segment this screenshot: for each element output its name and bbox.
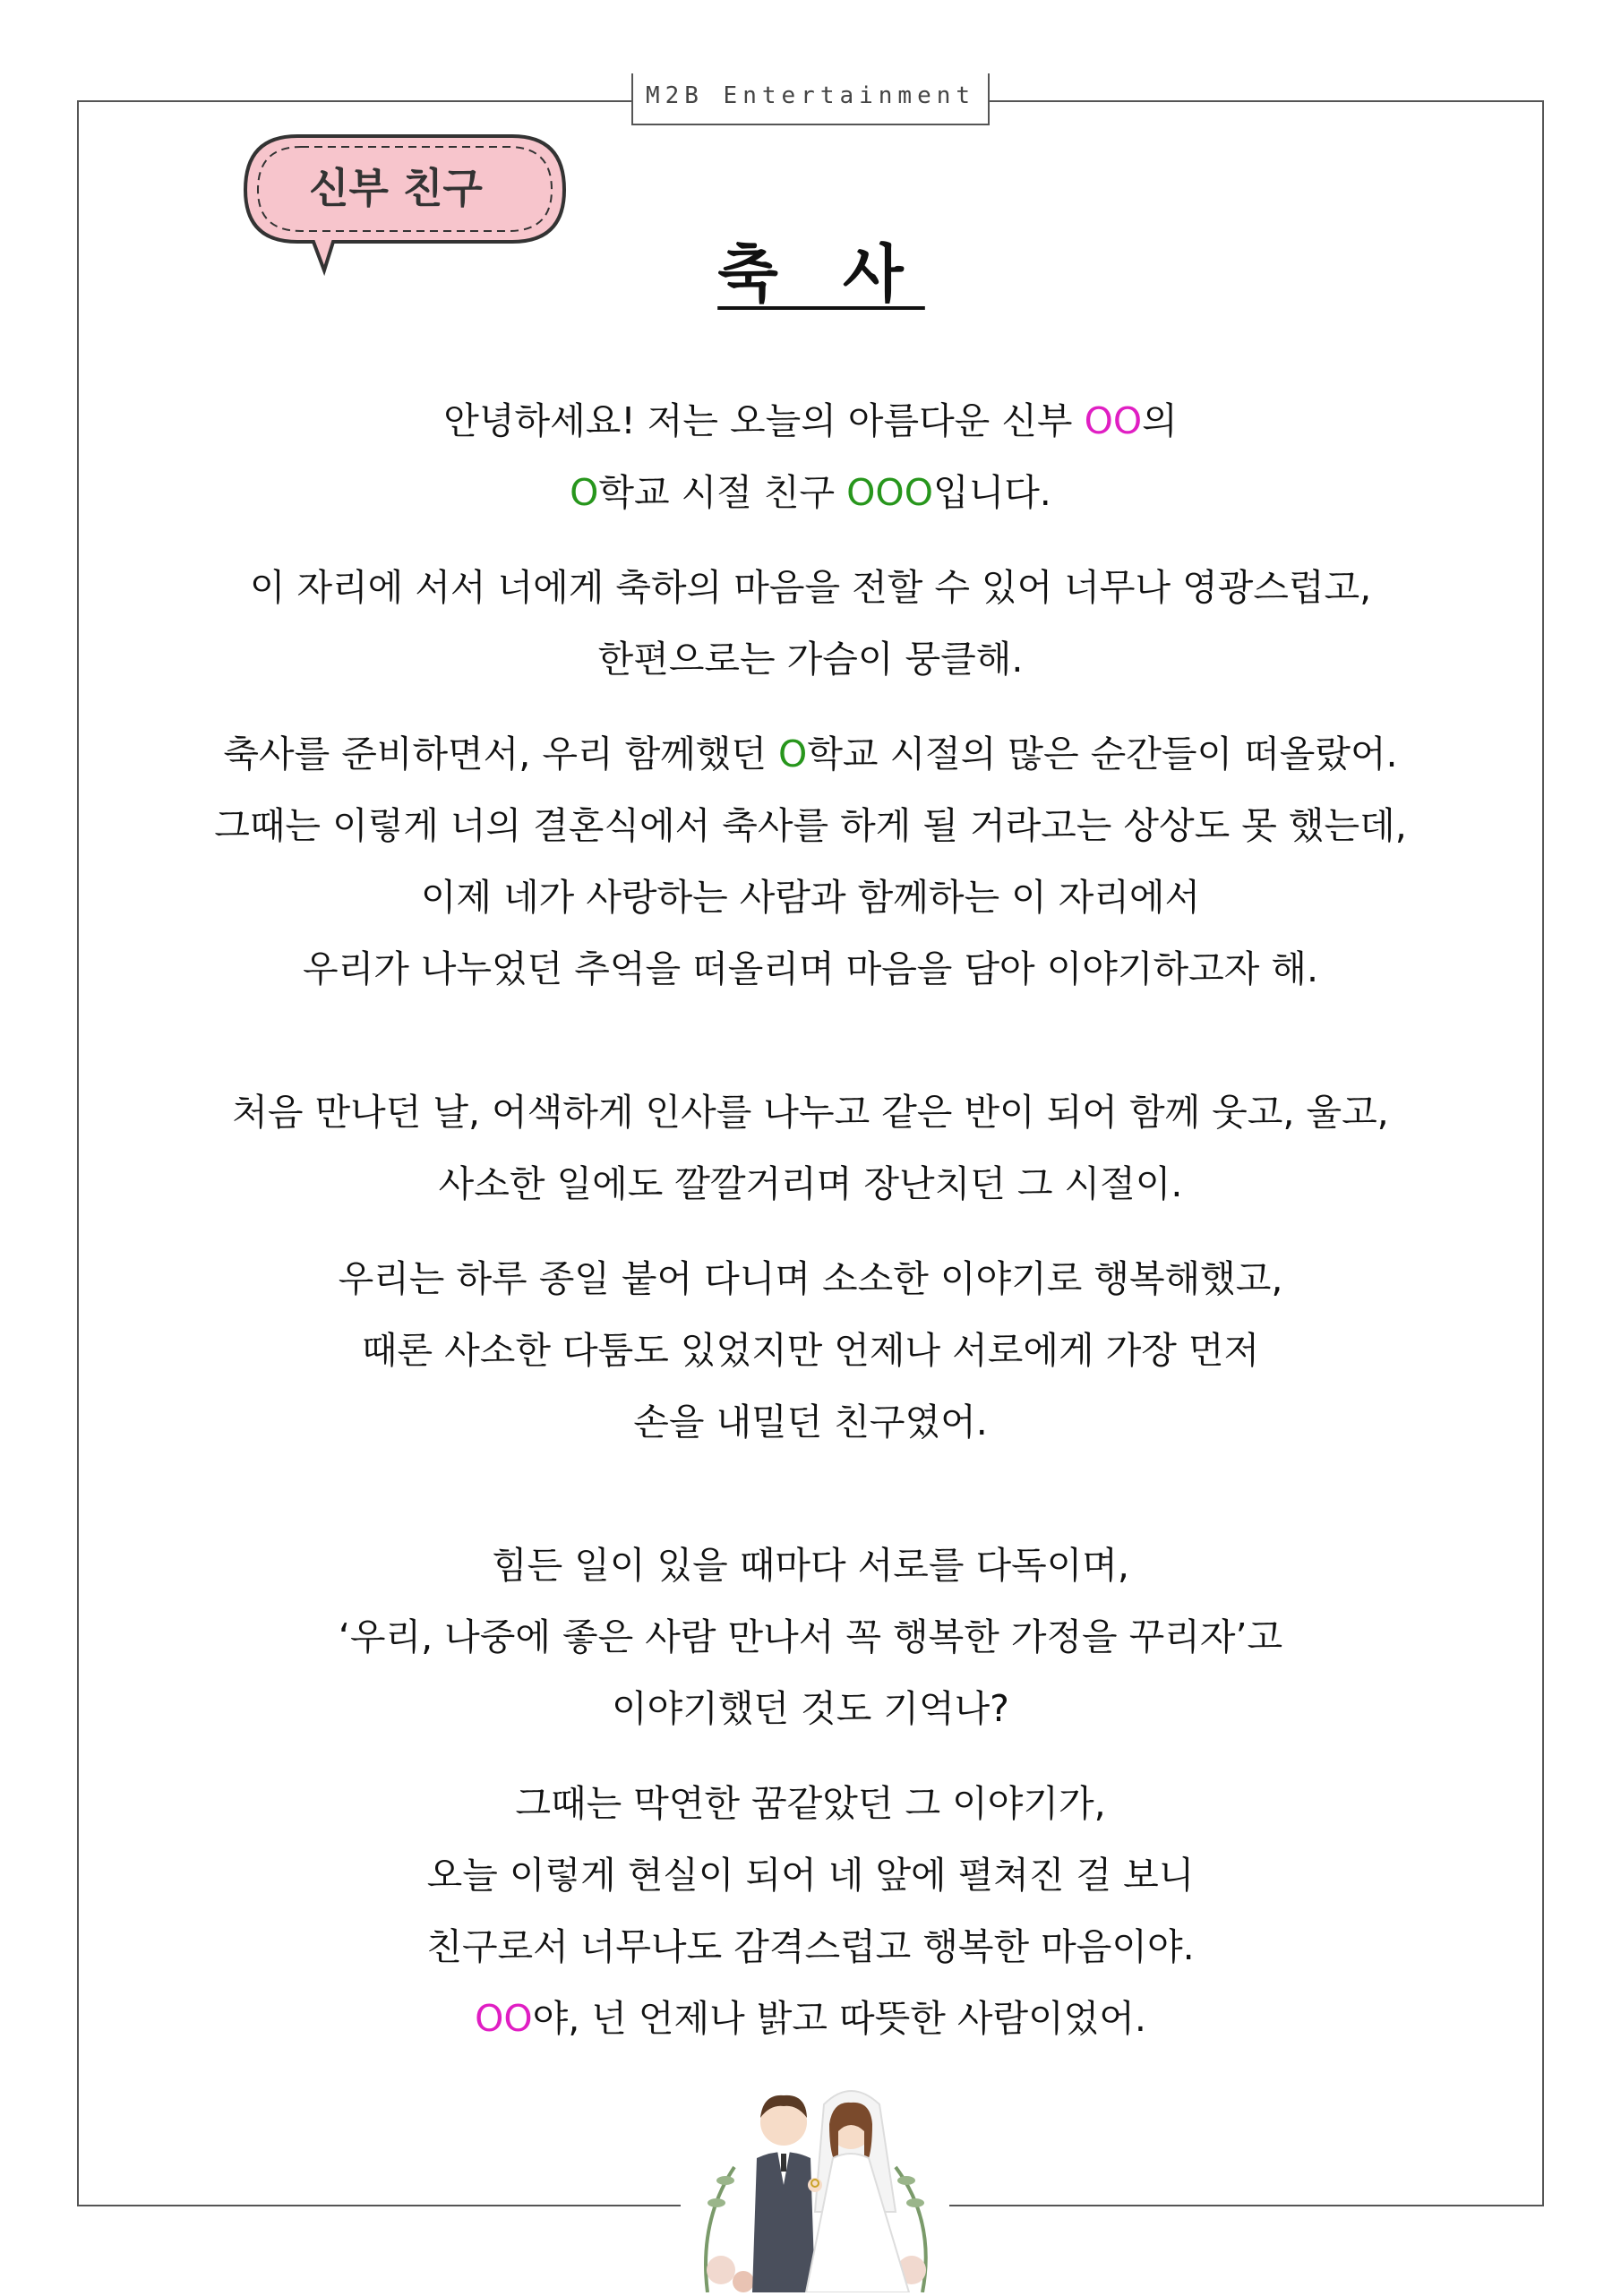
text-segment: 의 <box>1142 399 1178 442</box>
speech-line: 우리가 나누었던 추억을 떠올리며 마음을 담아 이야기하고자 해. <box>302 947 1318 990</box>
friend-name-placeholder: OOO <box>846 471 933 514</box>
school-placeholder: O <box>778 732 808 775</box>
bride-name-placeholder: OO <box>475 1997 533 2040</box>
speech-line: 한편으로는 가슴이 뭉클해. <box>597 638 1024 681</box>
speech-line: 손을 내밀던 친구였어. <box>633 1401 988 1444</box>
badge-label: 신부 친구 <box>309 164 483 212</box>
brand-label: M2B Entertainment <box>631 73 990 125</box>
text-segment: 야, 넌 언제나 밝고 따뜻한 사람이었어. <box>532 1997 1146 2040</box>
school-placeholder: O <box>570 471 599 514</box>
bride-name-placeholder: OO <box>1084 399 1143 442</box>
text-segment: 안녕하세요! 저는 오늘의 아름다운 신부 <box>443 399 1085 442</box>
speech-line: 때론 사소한 다툼도 있었지만 언제나 서로에게 가장 먼저 <box>361 1329 1260 1372</box>
speech-line: 사소한 일에도 깔깔거리며 장난치던 그 시절이. <box>438 1162 1183 1205</box>
speech-line: 이제 네가 사랑하는 사람과 함께하는 이 자리에서 <box>420 876 1201 919</box>
speech-line: 처음 만나던 날, 어색하게 인사를 나누고 같은 반이 되어 함께 웃고, 울고, <box>232 1091 1389 1134</box>
speech-body <box>77 385 1544 2054</box>
speech-line: 이야기했던 것도 기억나? <box>612 1687 1009 1730</box>
speech-line: 친구로서 너무나도 감격스럽고 행복한 마음이야. <box>426 1925 1195 1968</box>
speech-line: 이 자리에 서서 너에게 축하의 마음을 전할 수 있어 너무나 영광스럽고, <box>249 566 1372 609</box>
speech-line: 힘든 일이 있을 때마다 서로를 다독이며, <box>492 1544 1129 1587</box>
speech-line: 오늘 이렇게 현실이 되어 네 앞에 펼쳐진 걸 보니 <box>426 1854 1195 1897</box>
speech-line <box>77 457 1544 528</box>
speech-line: ‘우리, 나중에 좋은 사람 만나서 꼭 행복한 가정을 꾸리자’고 <box>338 1615 1283 1658</box>
text-segment: 학교 시절 친구 <box>598 471 847 514</box>
speech-line <box>77 385 1544 457</box>
title-text: 축 사 <box>717 237 925 311</box>
wedding-couple-icon <box>681 2069 949 2292</box>
speech-line: 그때는 막연한 꿈같았던 그 이야기가, <box>515 1782 1106 1825</box>
speech-line <box>77 718 1544 790</box>
speech-line: 우리는 하루 종일 붙어 다니며 소소한 이야기로 행복해했고, <box>338 1257 1283 1300</box>
text-segment: 학교 시절의 많은 순간들이 떠올랐어. <box>807 732 1398 775</box>
text-segment: 축사를 준비하면서, 우리 함께했던 <box>223 732 779 775</box>
speech-line: 그때는 이렇게 너의 결혼식에서 축사를 하게 될 거라고는 상상도 못 했는데, <box>214 804 1407 847</box>
text-segment: 입니다. <box>932 471 1051 514</box>
page-title <box>0 224 1621 314</box>
wedding-couple-illustration <box>681 2069 949 2292</box>
speech-line <box>77 1983 1544 2054</box>
